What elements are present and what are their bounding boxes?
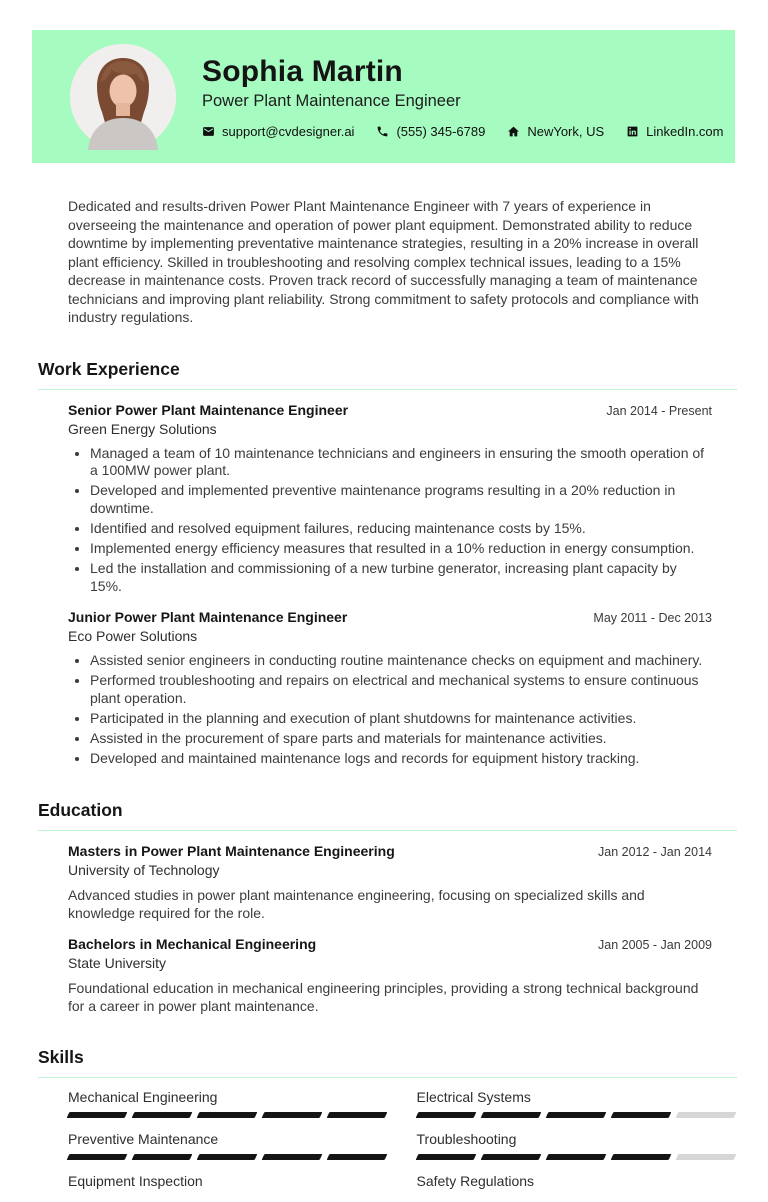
linkedin-icon	[626, 125, 639, 138]
education-heading: Education	[38, 800, 737, 831]
education-entry-head	[68, 843, 712, 859]
skill-segment-filled	[480, 1112, 541, 1118]
education-entry-head	[68, 936, 712, 952]
skill-item	[417, 1173, 736, 1202]
home-icon	[507, 125, 520, 138]
education-description: Foundational education in mechanical engineering principles, providing a strong technical background for a career in power plant maintenance.	[68, 979, 699, 1014]
skill-segment-filled	[545, 1154, 606, 1160]
skill-segment-empty	[675, 1112, 736, 1118]
skill-segment-filled	[67, 1154, 128, 1160]
job-company: Green Energy Solutions	[68, 420, 217, 437]
contact-linkedin	[626, 124, 723, 139]
job-bullet: • Assisted in the procurement of spare parts and materials for maintenance activities.	[90, 730, 712, 748]
skills-heading: Skills	[38, 1047, 737, 1078]
job-bullet: • Developed and implemented preventive maintenance programs resulting in a 20% reduction in downtime.	[90, 482, 712, 517]
job-bullet: • Implemented energy efficiency measures that resulted in a 10% reduction in energy consumption.	[90, 540, 712, 558]
school-name: University of Technology	[68, 861, 220, 878]
education-dates: Jan 2005 - Jan 2009	[598, 937, 712, 952]
job-bullet: • Identified and resolved equipment failures, reducing maintenance costs by 15%.	[90, 520, 712, 538]
skill-segment-filled	[327, 1112, 388, 1118]
resume-header	[32, 30, 735, 163]
skill-segment-filled	[262, 1112, 323, 1118]
skill-segment-empty	[675, 1154, 736, 1160]
skill-item	[68, 1173, 387, 1202]
job-company: Eco Power Solutions	[68, 628, 198, 645]
skill-segment-filled	[262, 1154, 323, 1160]
education-dates: Jan 2012 - Jan 2014	[598, 844, 712, 859]
skill-item	[68, 1089, 387, 1118]
skill-label: Mechanical Engineering	[68, 1088, 218, 1105]
skill-level-bar	[68, 1196, 387, 1202]
job-bullet: • Performed troubleshooting and repairs on electrical and mechanical systems to ensure continuous plant operation.	[90, 672, 712, 707]
contact-text: support@cvdesigner.ai	[222, 123, 355, 139]
skill-label: Preventive Maintenance	[68, 1130, 219, 1147]
education-list	[38, 843, 737, 1015]
job-bullet: • Assisted senior engineers in conducting routine maintenance checks on equipment and machinery.	[90, 652, 712, 670]
skill-segment-filled	[197, 1112, 258, 1118]
job-entry-head	[68, 609, 712, 625]
job-entry	[68, 609, 712, 768]
skill-segment-filled	[327, 1154, 388, 1160]
contact-location	[507, 124, 604, 139]
job-bullet: • Managed a team of 10 maintenance technicians and engineers in ensuring the smooth operation of a 100MW power plant.	[90, 445, 712, 480]
skill-segment-filled	[132, 1112, 193, 1118]
skill-level-bar	[68, 1112, 387, 1118]
section-skills	[38, 1047, 737, 1202]
skill-label: Electrical Systems	[416, 1088, 531, 1105]
skill-segment-filled	[545, 1112, 606, 1118]
header-text	[202, 55, 724, 139]
job-dates: May 2011 - Dec 2013	[593, 611, 712, 626]
skill-segment-filled	[67, 1112, 128, 1118]
skill-label: Troubleshooting	[416, 1130, 517, 1147]
skills-grid	[68, 1089, 735, 1202]
avatar	[70, 44, 176, 150]
email-icon	[202, 125, 215, 138]
education-entry	[68, 936, 712, 1015]
skill-label: Safety Regulations	[416, 1172, 535, 1189]
skill-segment-filled	[610, 1112, 671, 1118]
person-job-title: Power Plant Maintenance Engineer	[202, 91, 461, 110]
job-dates: Jan 2014 - Present	[606, 403, 712, 418]
degree-title: Masters in Power Plant Maintenance Engineering	[68, 842, 395, 859]
skill-segment-filled	[132, 1154, 193, 1160]
job-bullet: • Participated in the planning and execution of plant shutdowns for maintenance activities.	[90, 710, 712, 728]
job-title-text: Senior Power Plant Maintenance Engineer	[68, 401, 349, 418]
contact-text: (555) 345-6789	[396, 123, 486, 139]
job-bullet-list	[68, 445, 712, 596]
education-entry	[68, 843, 712, 922]
degree-title: Bachelors in Mechanical Engineering	[68, 935, 317, 952]
work-experience-heading: Work Experience	[38, 359, 737, 390]
skill-segment-filled	[415, 1154, 476, 1160]
avatar-illustration	[70, 44, 176, 150]
summary-paragraph: Dedicated and results-driven Power Plant Maintenance Engineer with 7 years of experience in overseeing the maintenance and operation of power plant equipment. Demonstrated ability to reduce downtime by implementing preventative maintenance strategies, resulting in a 20% increase in overall plant efficiency. Skilled in troubleshooting and resolving complex technical issues, leading to a 15% decrease in maintenance costs. Proven track record of successfully managing a team of maintenance technicians and improving plant reliability. Strong commitment to safety protocols and compliance with industry regulations.	[68, 198, 699, 325]
contact-email	[202, 124, 354, 139]
skill-segment-filled	[197, 1154, 258, 1160]
job-entry-head	[68, 402, 712, 418]
contact-text: NewYork, US	[527, 123, 605, 139]
person-name: Sophia Martin	[202, 54, 403, 88]
section-education	[38, 800, 737, 1015]
skill-level-bar	[68, 1154, 387, 1160]
job-entry	[68, 402, 712, 596]
job-list	[38, 402, 737, 768]
contact-text: LinkedIn.com	[646, 123, 724, 139]
job-bullet: • Led the installation and commissioning of a new turbine generator, increasing plant capacity by 15%.	[90, 560, 712, 595]
skill-level-bar	[417, 1154, 736, 1160]
job-bullet: • Developed and maintained maintenance logs and records for equipment history tracking.	[90, 750, 712, 768]
skill-segment-filled	[480, 1154, 541, 1160]
job-bullet-list	[68, 652, 712, 768]
skill-segment-filled	[610, 1154, 671, 1160]
contact-phone	[376, 124, 485, 139]
skill-item	[417, 1089, 736, 1118]
skill-label: Equipment Inspection	[68, 1172, 203, 1189]
school-name: State University	[68, 954, 167, 971]
skill-level-bar	[417, 1196, 736, 1202]
skill-level-bar	[417, 1112, 736, 1118]
phone-icon	[376, 125, 389, 138]
resume-body	[38, 163, 737, 1202]
skill-segment-filled	[415, 1112, 476, 1118]
section-work-experience	[38, 359, 737, 768]
skill-item	[417, 1131, 736, 1160]
education-description: Advanced studies in power plant maintenance engineering, focusing on specialized skills and knowledge required for the role.	[68, 886, 645, 921]
skill-item	[68, 1131, 387, 1160]
contact-row	[202, 124, 724, 139]
job-title-text: Junior Power Plant Maintenance Engineer	[68, 609, 348, 626]
